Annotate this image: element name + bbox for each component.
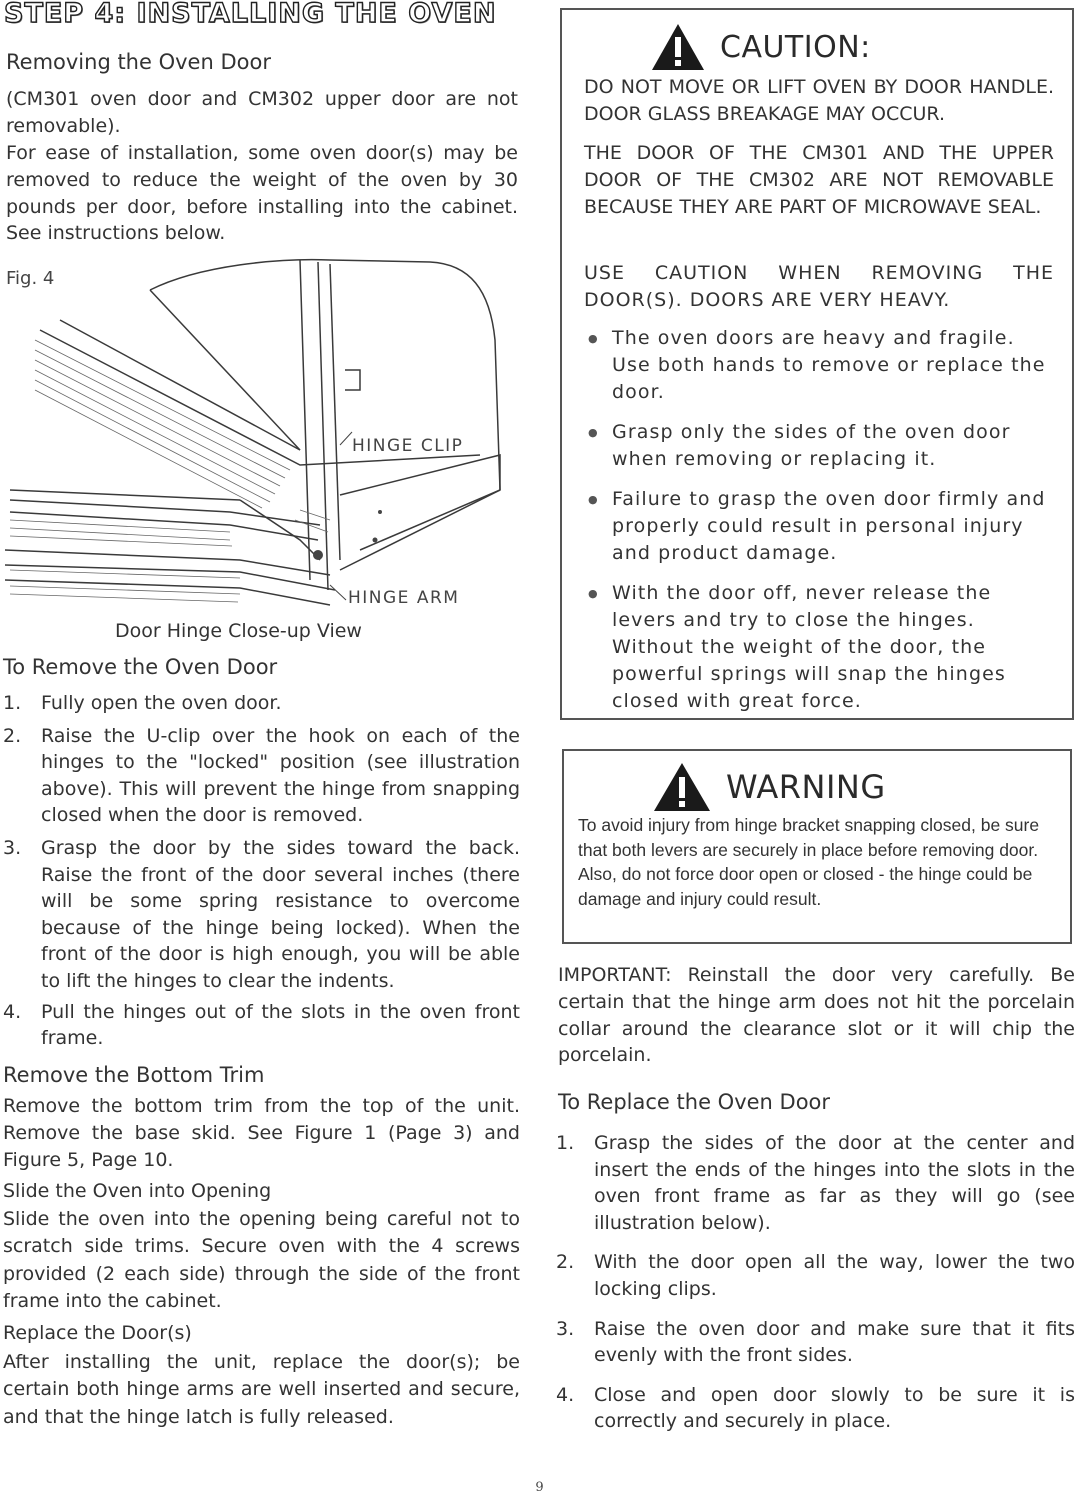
list-item	[556, 1130, 1075, 1236]
step-number: 3.	[3, 836, 22, 859]
list-item	[3, 835, 520, 995]
step-text: Grasp the sides of the door at the center and insert the ends of the hinges into the slots in the oven front frame as far as they will go (see illustration below).	[594, 1132, 1075, 1234]
step-number: 1.	[556, 1132, 575, 1154]
step-number: 2.	[3, 724, 22, 747]
warning-text	[578, 813, 1064, 911]
list-item	[556, 1382, 1075, 1435]
replace-doors-heading: Replace the Door(s)	[3, 1322, 192, 1344]
caution-paragraph-1: DO NOT MOVE OR LIFT OVEN BY DOOR HANDLE. DOOR GLASS BREAKAGE MAY OCCUR.	[584, 76, 1054, 125]
list-item: ● The oven doors are heavy and fragile. Use both hands to remove or replace the door.	[584, 325, 1054, 406]
list-item	[3, 999, 520, 1052]
replace-doors-body: After installing the unit, replace the door(s); be certain both hinge arms are well inserted and secure, and that the hinge latch is fully released.	[3, 1351, 520, 1428]
warning-triangle-icon	[650, 22, 706, 72]
slide-oven-body: Slide the oven into the opening being careful not to scratch side trims. Secure oven with the 4 screws provided (2 each side) through the side of the front frame into the cabinet.	[3, 1208, 520, 1312]
list-item	[3, 690, 520, 717]
warning-paragraph-2: Also, do not force door open or closed - the hinge could be damage and injury could result.	[578, 864, 1033, 909]
slide-oven-heading: Slide the Oven into Opening	[3, 1180, 272, 1202]
removing-door-body: For ease of installation, some oven door(s) may be removed to reduce the weight of the oven by 30 pounds per door, before installing into the cabinet. See instructions below.	[6, 142, 518, 245]
important-note: IMPORTANT: Reinstall the door very carefully. Be certain that the hinge arm does not hit the porcelain collar around the clearance slot or it will chip the porcelain.	[558, 964, 1075, 1067]
step-number: 1.	[3, 692, 22, 714]
warning-title	[652, 761, 886, 813]
warning-box	[562, 749, 1072, 944]
list-item	[556, 1249, 1075, 1302]
step-text: With the door open all the way, lower the two locking clips.	[594, 1251, 1075, 1300]
warning-triangle-icon	[652, 761, 712, 813]
warning-title-text: WARNING	[726, 768, 886, 806]
replace-door-heading: To Replace the Oven Door	[558, 1090, 831, 1114]
figure-caption: Door Hinge Close-up View	[115, 620, 362, 642]
caution-title	[650, 22, 871, 72]
remove-door-heading: To Remove the Oven Door	[3, 655, 278, 679]
caution-title-text: CAUTION:	[720, 29, 871, 65]
list-item	[556, 1316, 1075, 1369]
page-title: STEP 4: INSTALLING THE OVEN	[4, 0, 497, 29]
removing-door-note: (CM301 oven door and CM302 upper door are not removable).	[6, 88, 518, 137]
step-text: Pull the hinges out of the slots in the oven front frame.	[41, 1000, 520, 1050]
list-item: ● Failure to grasp the oven door firmly and properly could result in personal injury and product damage.	[584, 486, 1054, 567]
removing-door-heading: Removing the Oven Door	[6, 50, 271, 74]
replace-door-steps	[556, 1130, 1075, 1435]
step-number: 2.	[556, 1251, 575, 1274]
page-number: 9	[535, 1480, 544, 1495]
list-item	[3, 723, 520, 829]
caution-paragraph-3: USE CAUTION WHEN REMOVING THE DOOR(S). DOORS ARE VERY HEAVY.	[584, 262, 1054, 311]
step-text: Close and open door slowly to be sure it is correctly and securely in place.	[594, 1383, 1075, 1433]
warning-paragraph-1: To avoid injury from hinge bracket snapping closed, be sure that both levers are securely in place before removing door.	[578, 815, 1040, 860]
caution-bullets	[584, 325, 1054, 715]
hinge-arm-callout: HINGE ARM	[348, 588, 460, 608]
step-text: Raise the oven door and make sure that it fits evenly with the front sides.	[594, 1317, 1075, 1367]
step-text: Raise the U-clip over the hook on each of the hinges to the "locked" position (see illustration above). This will prevent the hinge from snapping closed when the door is removed.	[41, 724, 520, 827]
list-item: ● With the door off, never release the levers and try to close the hinges. Without the weight of the door, the powerful springs will snap the hinges closed with great force.	[584, 580, 1054, 715]
step-text: Fully open the oven door.	[41, 692, 282, 714]
step-number: 3.	[556, 1317, 575, 1340]
door-hinge-illustration	[0, 250, 525, 620]
step-number: 4.	[556, 1383, 575, 1406]
caution-paragraph-2: THE DOOR OF THE CM301 AND THE UPPER DOOR OF THE CM302 ARE NOT REMOVABLE BECAUSE THEY ARE PART OF MICROWAVE SEAL.	[584, 142, 1054, 218]
step-number: 4.	[3, 1000, 22, 1023]
bottom-trim-heading: Remove the Bottom Trim	[3, 1063, 265, 1087]
remove-door-steps	[3, 690, 520, 1052]
figure-label: Fig. 4	[6, 268, 55, 289]
list-item: ● Grasp only the sides of the oven door when removing or replacing it.	[584, 419, 1054, 473]
step-text: Grasp the door by the sides toward the back. Raise the front of the door several inches (there will be some spring resistance to overcome because of the hinge being locked). When the front of the door is high enough, you will be able to lift the hinges to clear the indents.	[41, 836, 520, 992]
caution-box	[560, 8, 1074, 720]
hinge-clip-callout: HINGE CLIP	[352, 436, 464, 456]
bottom-trim-body: Remove the bottom trim from the top of the unit. Remove the base skid. See Figure 1 (Page 3) and Figure 5, Page 10.	[3, 1095, 520, 1171]
